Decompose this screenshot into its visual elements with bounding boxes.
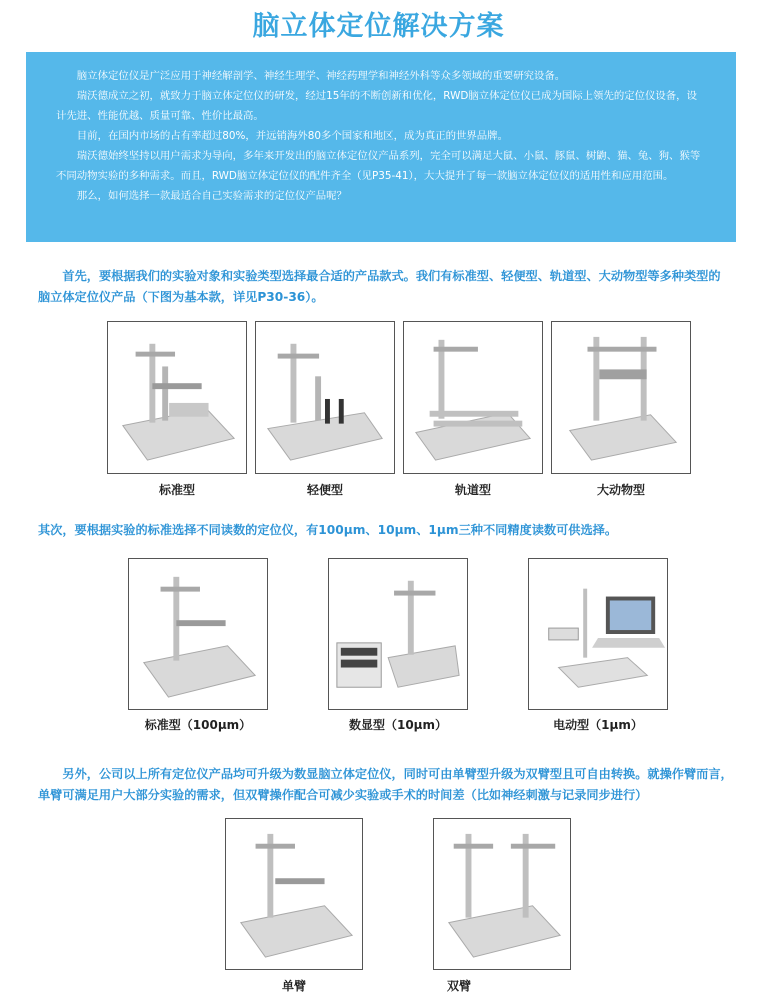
intro-paragraph: 那么，如何选择一款最适合自己实验需求的定位仪产品呢？ <box>76 190 347 202</box>
product-caption: 轻便型 <box>306 483 343 497</box>
stereotaxic-instrument-image <box>552 322 690 473</box>
intro-paragraph: 目前，在国内市场的占有率超过80%，并远销海外80多个国家和地区，成为真正的世界品牌。 <box>76 130 508 142</box>
product-photo-dual-arm <box>433 818 571 970</box>
stereotaxic-instrument-image <box>129 559 267 709</box>
product-photo-motorized-1um <box>528 558 668 710</box>
product-caption: 标准型（100μm） <box>144 718 252 732</box>
stereotaxic-instrument-image <box>529 559 667 709</box>
intro-paragraph: 瑞沃德成立之初，就致力于脑立体定位仪的研发，经过15年的不断创新和优化，RWD脑立体定位仪已成为国际上领先的定位仪设备，设计先进、性能优越、质量可靠、性价比最高。 <box>56 90 697 122</box>
product-photo-digital-10um <box>328 558 468 710</box>
intro-box <box>26 52 736 242</box>
product-caption: 标准型 <box>158 483 195 497</box>
product-caption: 数显型（10μm） <box>348 718 448 732</box>
intro-paragraph: 瑞沃德始终坚持以用户需求为导向，多年来开发出的脑立体定位仪产品系列，完全可以满足大鼠、小鼠、豚鼠、树鼩、猫、兔、狗、猴等不同动物实验的多种需求。而且，RWD脑立体定位仪的配件齐全（见P35-41），大大提升了每一款脑立体定位仪的适用性和应用范围。 <box>56 150 701 182</box>
section1-text: 首先，要根据我们的实验对象和实验类型选择最合适的产品款式。我们有标准型、轻便型、轨道型、大动物型等多种类型的脑立体定位仪产品（下图为基本款，详见P30-36）。 <box>38 269 721 304</box>
page-title: 脑立体定位解决方案 <box>252 11 505 42</box>
stereotaxic-instrument-image <box>226 819 362 969</box>
product-caption: 电动型（1μm） <box>553 718 643 732</box>
stereotaxic-instrument-image <box>404 322 542 473</box>
product-caption: 大动物型 <box>596 483 645 497</box>
product-caption: 双臂 <box>446 979 471 993</box>
section3-text: 另外，公司以上所有定位仪产品均可升级为数显脑立体定位仪，同时可由单臂型升级为双臂型且可自由转换。就操作臂而言，单臂可满足用户大部分实验的需求，但双臂操作配合可减少实验或手术的时间差（比如神经刺激与记录同步进行） <box>38 767 733 802</box>
stereotaxic-instrument-image <box>329 559 467 709</box>
product-photo-single-arm <box>225 818 363 970</box>
product-photo-large-animal <box>551 321 691 474</box>
stereotaxic-instrument-image <box>256 322 394 473</box>
stereotaxic-instrument-image <box>434 819 570 969</box>
product-caption: 轨道型 <box>454 483 491 497</box>
intro-paragraph: 脑立体定位仪是广泛应用于神经解剖学、神经生理学、神经药理学和神经外科等众多领域的重要研究设备。 <box>76 70 566 82</box>
section2-text: 其次，要根据实验的标准选择不同读数的定位仪，有100μm、10μm、1μm三种不同精度读数可供选择。 <box>38 523 618 537</box>
product-caption: 单臂 <box>281 979 306 993</box>
product-photo-standard <box>107 321 247 474</box>
product-photo-standard-100um <box>128 558 268 710</box>
stereotaxic-instrument-image <box>108 322 246 473</box>
product-photo-portable <box>255 321 395 474</box>
product-photo-rail <box>403 321 543 474</box>
